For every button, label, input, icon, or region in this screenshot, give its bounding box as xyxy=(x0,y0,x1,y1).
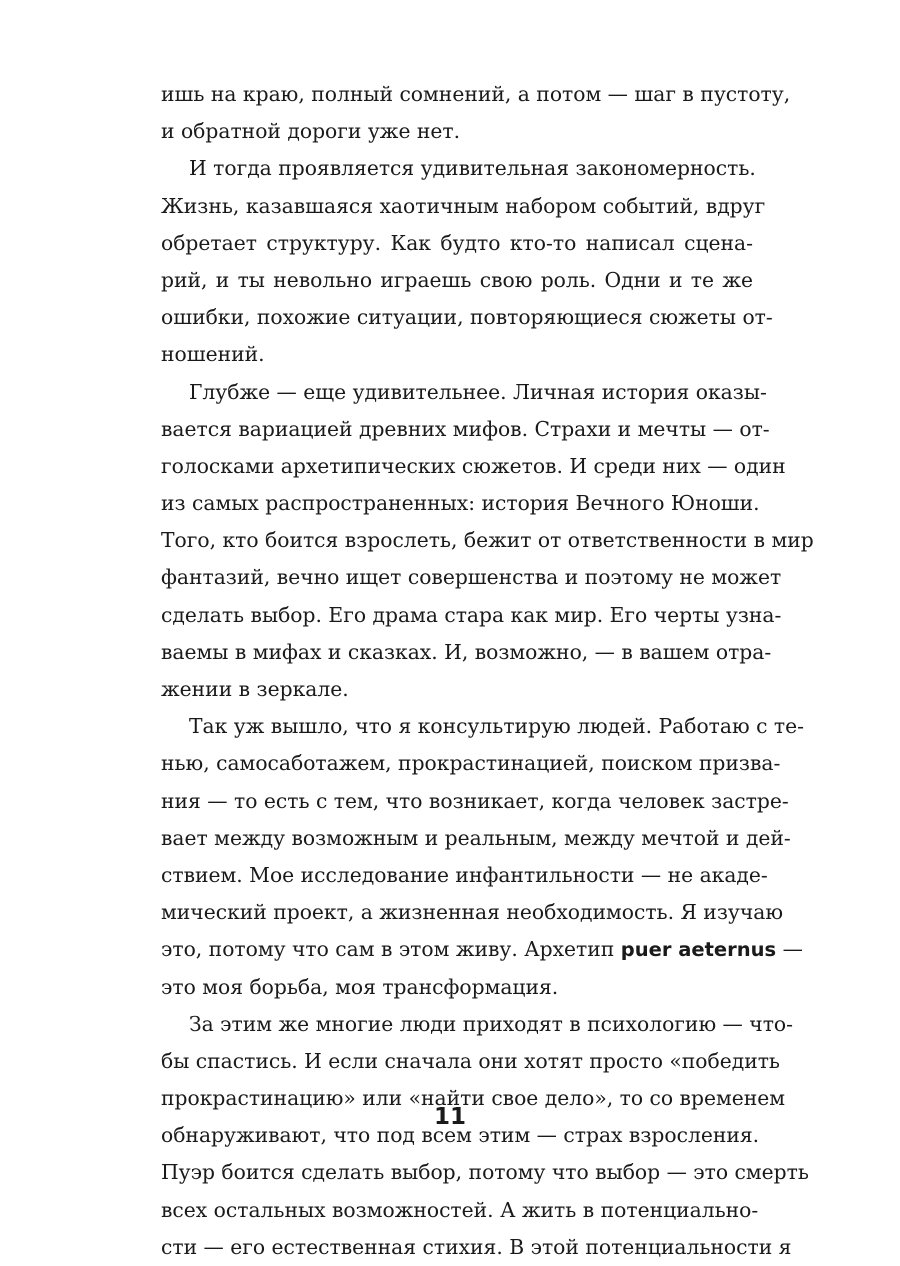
text-line: Глубже — еще удивительнее. Личная история оказы- xyxy=(189,379,767,404)
text-line: вается вариацией древних мифов. Страхи и мечты — от- xyxy=(161,416,770,441)
text-line-with-term xyxy=(161,931,803,968)
text-line: ношений. xyxy=(161,342,265,367)
text-line: это моя борьба, моя трансформация. xyxy=(161,974,559,999)
text-line: ваемы в мифах и сказках. И, возможно, — в вашем отра- xyxy=(161,639,772,664)
text-line: обретает структуру. Как будто кто-то написал сцена- xyxy=(161,230,753,255)
text-line: всех остальных возможностей. А жить в потенциально- xyxy=(161,1197,759,1222)
text-line: бы спастись. И если сначала они хотят просто «победить xyxy=(161,1048,780,1073)
latin-term: puer aeternus xyxy=(620,938,777,962)
text-line: сделать выбор. Его драма стара как мир. Его черты узна- xyxy=(161,602,782,627)
text-line: рий, и ты невольно играешь свою роль. Одни и те же xyxy=(161,267,753,292)
text-fragment: это, потому что сам в этом живу. Архетип xyxy=(161,937,621,962)
text-line: ния — то есть с тем, что возникает, когда человек застре- xyxy=(161,788,789,813)
text-line: прокрастинацию» или «найти свое дело», то со временем xyxy=(161,1086,786,1111)
text-line: сти — его естественная стихия. В этой потенциальности я xyxy=(161,1234,792,1259)
body-text xyxy=(161,76,814,1266)
text-fragment: — xyxy=(776,937,803,962)
text-line: ишь на краю, полный сомнений, а потом — шаг в пустоту, xyxy=(161,82,791,106)
text-line: обнаруживают, что под всем этим — страх взросления. xyxy=(161,1123,760,1148)
text-line: Пуэр боится сделать выбор, потому что выбор — это смерть xyxy=(161,1160,809,1185)
text-line: и обратной дороги уже нет. xyxy=(161,119,461,144)
text-line: жении в зеркале. xyxy=(161,677,349,701)
page-number: 11 xyxy=(433,1104,466,1130)
text-line: голосками архетипических сюжетов. И среди них — один xyxy=(161,453,786,478)
text-line: нью, самосаботажем, прокрастинацией, поиском призва- xyxy=(161,751,781,776)
text-line: фантазий, вечно ищет совершенства и поэтому не может xyxy=(161,565,782,590)
text-line: мический проект, а жизненная необходимость. Я изучаю xyxy=(161,900,783,925)
text-line: ствием. Мое исследование инфантильности — не акаде- xyxy=(161,862,768,887)
text-line: Так уж вышло, что я консультирую людей. Работаю с те- xyxy=(189,714,804,739)
text-line: Жизнь, казавшаяся хаотичным набором событий, вдруг xyxy=(161,193,766,218)
text-line: ошибки, похожие ситуации, повторяющиеся сюжеты от- xyxy=(161,305,773,330)
text-line: Того, кто боится взрослеть, бежит от ответственности в мир xyxy=(161,528,814,553)
text-line: И тогда проявляется удивительная закономерность. xyxy=(189,156,756,181)
text-line: вает между возможным и реальным, между мечтой и дей- xyxy=(161,825,791,850)
text-line: из самых распространенных: история Вечного Юноши. xyxy=(161,491,760,516)
text-line: За этим же многие люди приходят в психологию — что- xyxy=(189,1011,793,1036)
